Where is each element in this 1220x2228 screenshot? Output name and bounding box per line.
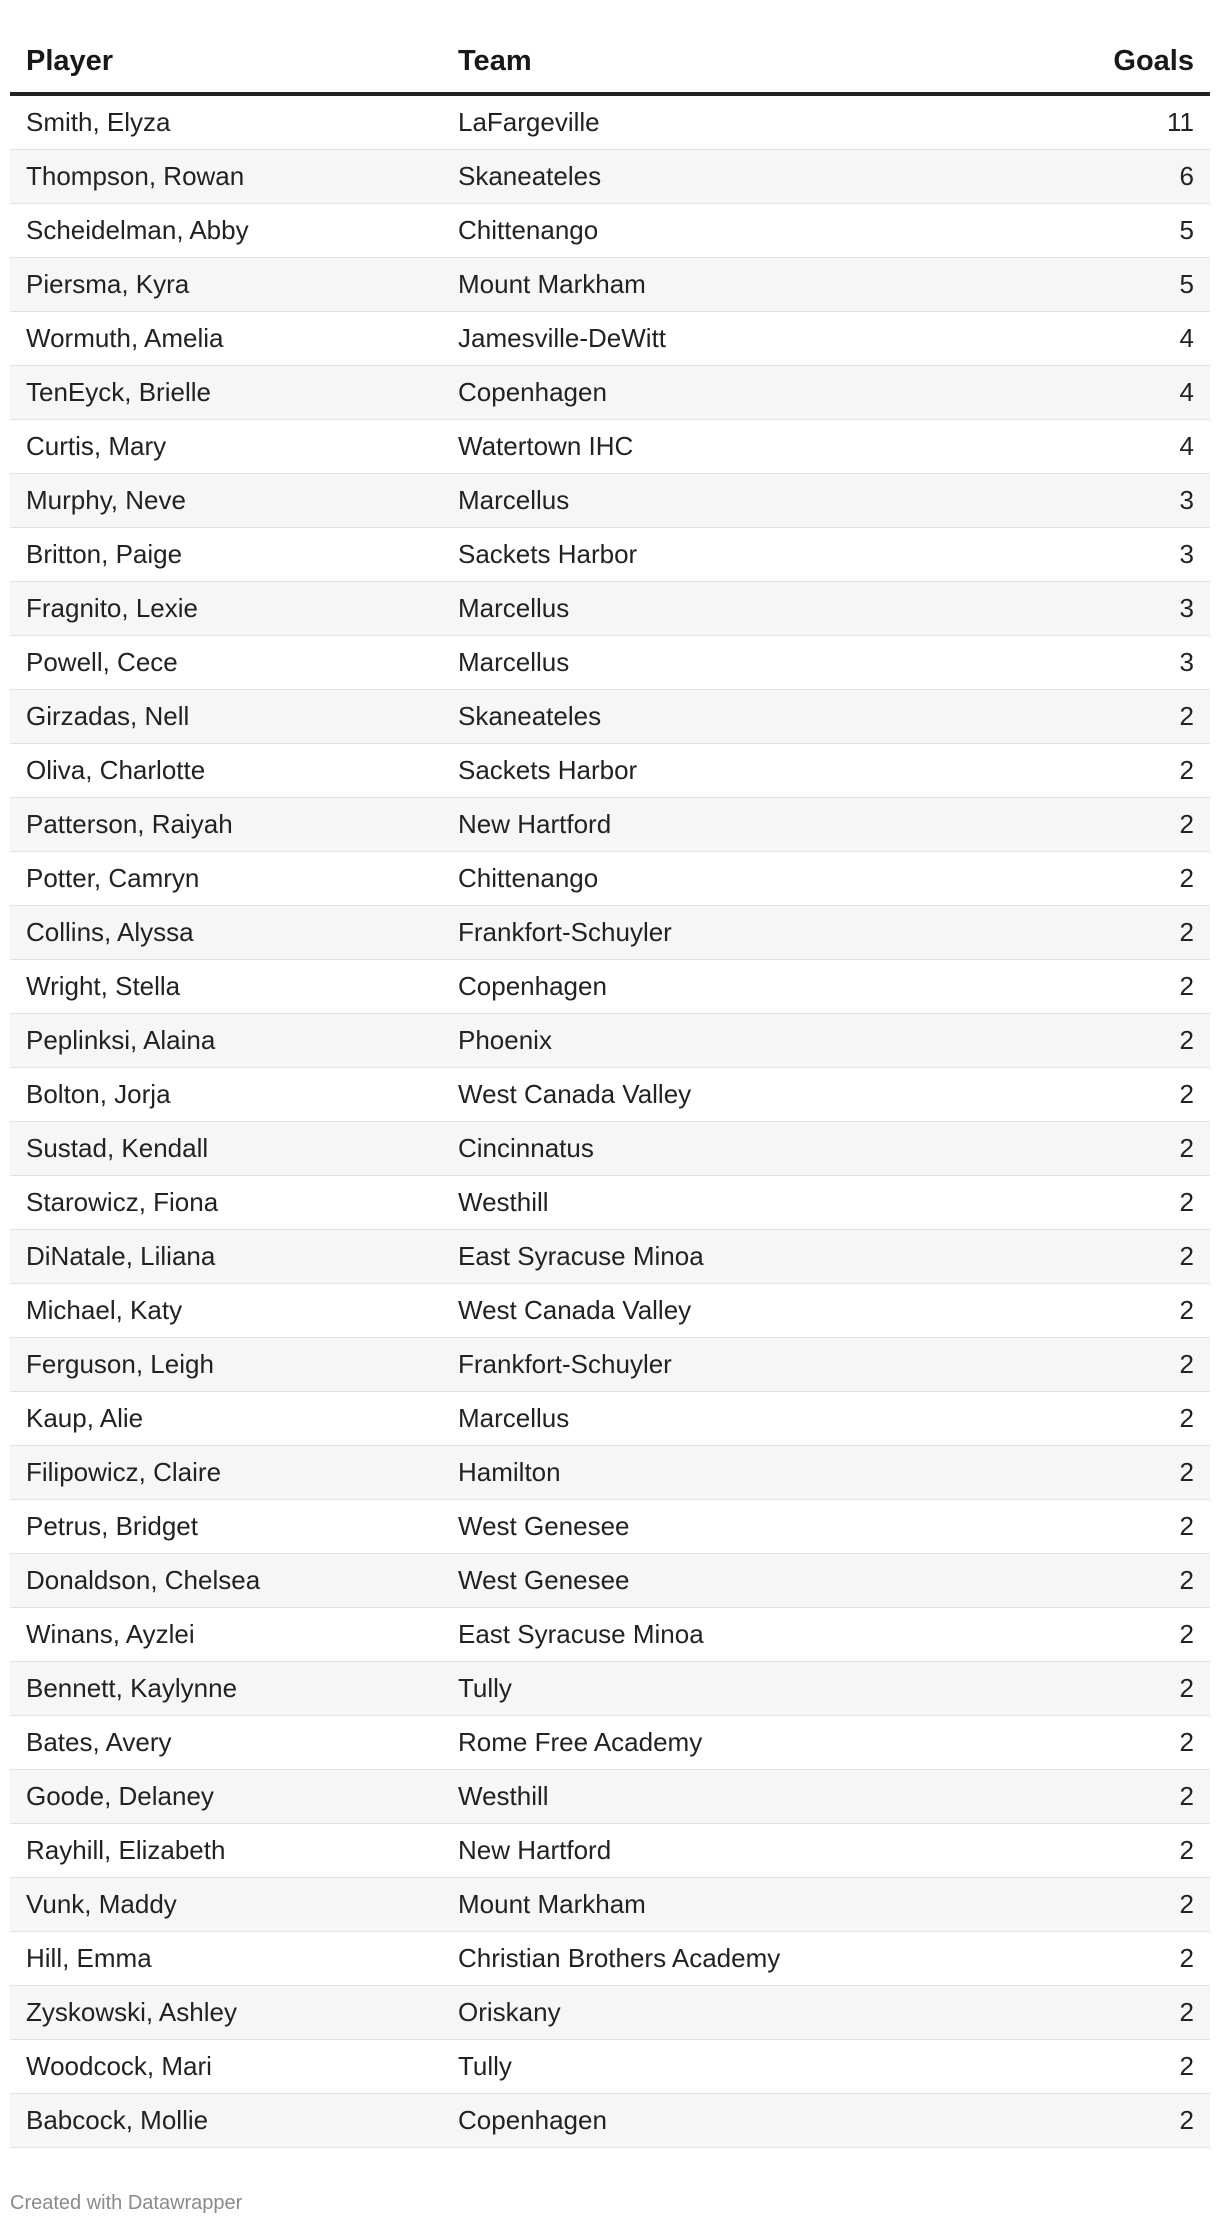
table-row [10, 636, 1210, 690]
team-cell: Sackets Harbor [458, 539, 638, 569]
table-row [10, 474, 1210, 528]
table-row [10, 150, 1210, 204]
player-cell: Starowicz, Fiona [26, 1187, 219, 1217]
team-cell: Copenhagen [458, 971, 607, 1001]
table-row [10, 690, 1210, 744]
team-cell: Sackets Harbor [458, 755, 638, 785]
player-cell: Wormuth, Amelia [26, 323, 224, 353]
team-cell: Mount Markham [458, 269, 646, 299]
player-cell: Michael, Katy [26, 1295, 183, 1325]
goals-cell: 6 [1179, 161, 1194, 191]
goals-cell: 2 [1179, 1835, 1194, 1865]
goals-cell: 2 [1179, 809, 1194, 839]
team-cell: New Hartford [458, 1835, 612, 1865]
team-cell: Westhill [458, 1781, 549, 1811]
table-row [10, 258, 1210, 312]
goals-cell: 2 [1179, 1943, 1194, 1973]
footer-credit[interactable]: Created with Datawrapper [10, 2192, 243, 2214]
goals-cell: 2 [1179, 863, 1194, 893]
player-cell: Fragnito, Lexie [26, 593, 198, 623]
team-cell: Copenhagen [458, 377, 607, 407]
team-cell: Skaneateles [458, 161, 602, 191]
player-cell: Goode, Delaney [26, 1781, 214, 1811]
team-cell: Frankfort-Schuyler [458, 917, 672, 947]
player-cell: Filipowicz, Claire [26, 1457, 222, 1487]
goals-cell: 2 [1179, 1457, 1194, 1487]
table-row [10, 1932, 1210, 1986]
player-cell: Murphy, Neve [26, 485, 186, 515]
table-row [10, 1446, 1210, 1500]
goals-cell: 4 [1179, 323, 1194, 353]
goals-cell: 2 [1179, 971, 1194, 1001]
goals-cell: 2 [1179, 1889, 1194, 1919]
table-row [10, 960, 1210, 1014]
team-cell: Marcellus [458, 1403, 570, 1433]
table-row [10, 1068, 1210, 1122]
table-row [10, 744, 1210, 798]
player-cell: Rayhill, Elizabeth [26, 1835, 226, 1865]
table-row [10, 1770, 1210, 1824]
table-row [10, 1986, 1210, 2040]
team-cell: Watertown IHC [458, 431, 634, 461]
table-header-row [10, 30, 1210, 96]
table-row [10, 2040, 1210, 2094]
team-cell: West Canada Valley [458, 1295, 692, 1325]
table-row [10, 204, 1210, 258]
player-cell: Bolton, Jorja [26, 1079, 171, 1109]
team-cell: Tully [458, 1673, 512, 1703]
table-row [10, 528, 1210, 582]
player-cell: Piersma, Kyra [26, 269, 190, 299]
team-cell: East Syracuse Minoa [458, 1619, 704, 1649]
table-row [10, 1608, 1210, 1662]
team-cell: Jamesville-DeWitt [458, 323, 667, 353]
goals-cell: 2 [1179, 1187, 1194, 1217]
table-row [10, 366, 1210, 420]
player-cell: Sustad, Kendall [26, 1133, 209, 1163]
table-body [10, 96, 1210, 2148]
player-cell: Donaldson, Chelsea [26, 1565, 261, 1595]
player-cell: Patterson, Raiyah [26, 809, 233, 839]
goals-cell: 4 [1179, 431, 1194, 461]
player-cell: Smith, Elyza [26, 107, 171, 137]
team-cell: Chittenango [458, 215, 599, 245]
goals-cell: 5 [1179, 269, 1194, 299]
table-row [10, 1716, 1210, 1770]
goals-cell: 2 [1179, 1403, 1194, 1433]
goals-cell: 2 [1179, 917, 1194, 947]
table-row [10, 420, 1210, 474]
player-cell: Thompson, Rowan [26, 161, 245, 191]
goals-cell: 3 [1179, 485, 1194, 515]
player-cell: Peplinksi, Alaina [26, 1025, 216, 1055]
goals-cell: 2 [1179, 755, 1194, 785]
team-cell: Oriskany [458, 1997, 561, 2027]
team-cell: Cincinnatus [458, 1133, 594, 1163]
team-cell: Hamilton [458, 1457, 561, 1487]
goals-cell: 3 [1179, 593, 1194, 623]
team-cell: Phoenix [458, 1025, 552, 1055]
team-cell: Rome Free Academy [458, 1727, 703, 1757]
goals-cell: 2 [1179, 1619, 1194, 1649]
player-cell: Hill, Emma [26, 1943, 152, 1973]
header-player[interactable]: Player [26, 44, 114, 77]
goals-cell: 2 [1179, 1025, 1194, 1055]
team-cell: West Canada Valley [458, 1079, 692, 1109]
goals-cell: 2 [1179, 1133, 1194, 1163]
table-row [10, 1824, 1210, 1878]
table-row [10, 1500, 1210, 1554]
table-row [10, 798, 1210, 852]
table-row [10, 1392, 1210, 1446]
team-cell: Mount Markham [458, 1889, 646, 1919]
goals-cell: 2 [1179, 701, 1194, 731]
goals-cell: 3 [1179, 539, 1194, 569]
player-cell: Kaup, Alie [26, 1403, 144, 1433]
table-row [10, 582, 1210, 636]
table-row [10, 1338, 1210, 1392]
team-cell: Copenhagen [458, 2105, 607, 2135]
team-cell: Christian Brothers Academy [458, 1943, 781, 1973]
goals-cell: 2 [1179, 1781, 1194, 1811]
player-cell: DiNatale, Liliana [26, 1241, 216, 1271]
player-cell: Wright, Stella [26, 971, 181, 1001]
player-cell: Zyskowski, Ashley [26, 1997, 237, 2027]
goals-cell: 2 [1179, 1727, 1194, 1757]
header-team[interactable]: Team [458, 44, 532, 77]
player-cell: Vunk, Maddy [26, 1889, 177, 1919]
goals-cell: 2 [1179, 2105, 1194, 2135]
goals-cell: 4 [1179, 377, 1194, 407]
table-row [10, 2094, 1210, 2148]
player-cell: TenEyck, Brielle [26, 377, 211, 407]
team-cell: Westhill [458, 1187, 549, 1217]
table-row [10, 1662, 1210, 1716]
table-row [10, 1230, 1210, 1284]
goals-cell: 5 [1179, 215, 1194, 245]
player-cell: Powell, Cece [26, 647, 178, 677]
team-cell: West Genesee [458, 1565, 630, 1595]
player-cell: Bennett, Kaylynne [26, 1673, 238, 1703]
player-cell: Petrus, Bridget [26, 1511, 198, 1541]
team-cell: Frankfort-Schuyler [458, 1349, 672, 1379]
player-cell: Woodcock, Mari [26, 2051, 212, 2081]
goals-cell: 3 [1179, 647, 1194, 677]
table-row [10, 906, 1210, 960]
table-row [10, 1176, 1210, 1230]
table-row [10, 1878, 1210, 1932]
table-row [10, 1554, 1210, 1608]
table-row [10, 312, 1210, 366]
goals-cell: 11 [1167, 107, 1194, 137]
team-cell: Chittenango [458, 863, 599, 893]
team-cell: LaFargeville [458, 107, 600, 137]
goals-cell: 2 [1179, 1511, 1194, 1541]
goals-table [10, 30, 1210, 2148]
player-cell: Potter, Camryn [26, 863, 200, 893]
player-cell: Britton, Paige [26, 539, 183, 569]
player-cell: Bates, Avery [26, 1727, 172, 1757]
table-row [10, 852, 1210, 906]
table-row [10, 1014, 1210, 1068]
team-cell: Marcellus [458, 647, 570, 677]
header-goals[interactable]: Goals [1113, 44, 1194, 77]
team-cell: Tully [458, 2051, 512, 2081]
goals-cell: 2 [1179, 1079, 1194, 1109]
goals-cell: 2 [1179, 1241, 1194, 1271]
goals-cell: 2 [1179, 1997, 1194, 2027]
player-cell: Ferguson, Leigh [26, 1349, 214, 1379]
player-cell: Collins, Alyssa [26, 917, 194, 947]
player-cell: Girzadas, Nell [26, 701, 190, 731]
team-cell: New Hartford [458, 809, 612, 839]
player-cell: Babcock, Mollie [26, 2105, 209, 2135]
team-cell: East Syracuse Minoa [458, 1241, 704, 1271]
player-cell: Curtis, Mary [26, 431, 167, 461]
team-cell: Marcellus [458, 593, 570, 623]
team-cell: Marcellus [458, 485, 570, 515]
team-cell: Skaneateles [458, 701, 602, 731]
goals-cell: 2 [1179, 1295, 1194, 1325]
team-cell: West Genesee [458, 1511, 630, 1541]
table-row [10, 96, 1210, 150]
goals-cell: 2 [1179, 1673, 1194, 1703]
player-cell: Scheidelman, Abby [26, 215, 249, 245]
player-cell: Oliva, Charlotte [26, 755, 206, 785]
player-cell: Winans, Ayzlei [26, 1619, 195, 1649]
table-row [10, 1284, 1210, 1338]
goals-cell: 2 [1179, 1565, 1194, 1595]
goals-cell: 2 [1179, 2051, 1194, 2081]
table-row [10, 1122, 1210, 1176]
goals-cell: 2 [1179, 1349, 1194, 1379]
